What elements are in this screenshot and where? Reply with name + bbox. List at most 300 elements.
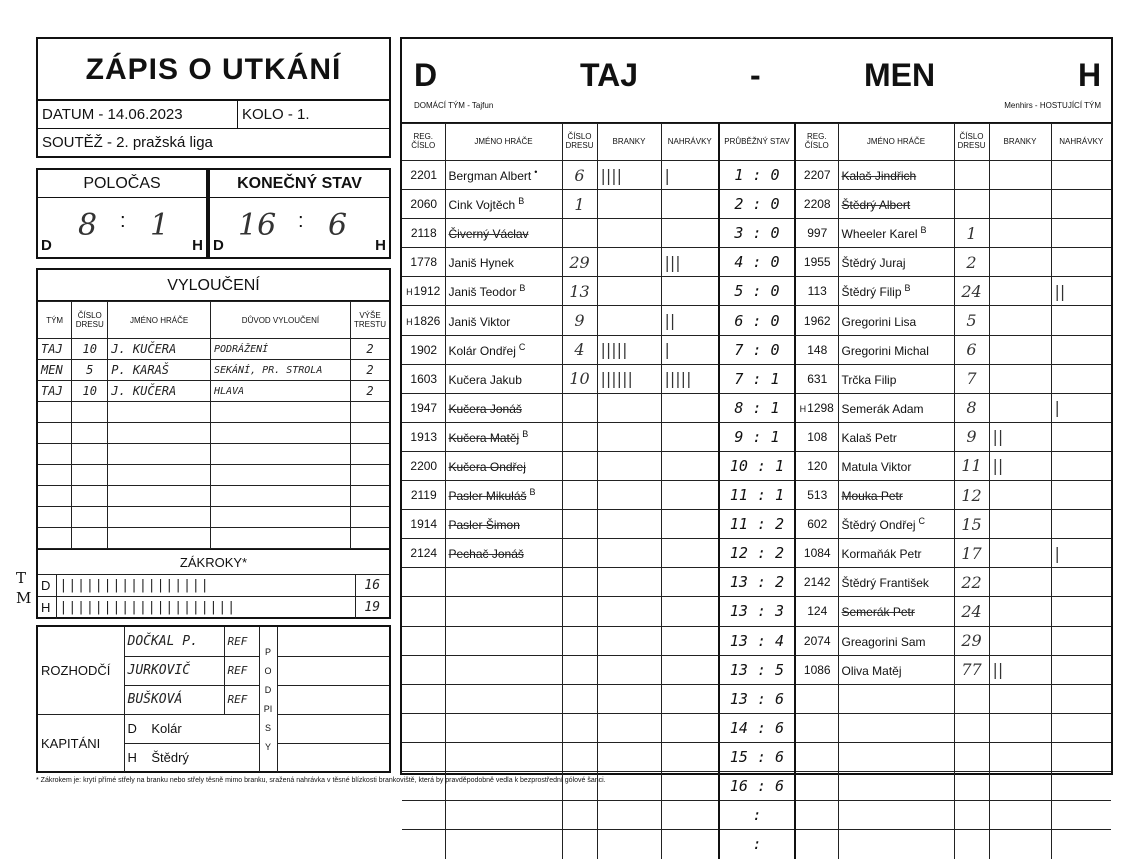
away-jersey: 15 bbox=[954, 510, 989, 539]
home-name-value: Janiš Hynek bbox=[448, 256, 514, 271]
away-reg bbox=[795, 161, 838, 190]
away-goals bbox=[989, 277, 1051, 306]
final-score bbox=[210, 198, 389, 258]
away-jersey: 17 bbox=[954, 539, 989, 568]
away-jersey: 9 bbox=[954, 422, 989, 451]
home-jersey: 10 bbox=[562, 364, 597, 393]
running-score: 4 : 0 bbox=[719, 248, 795, 277]
home-reg bbox=[402, 335, 445, 364]
away-reg bbox=[795, 539, 838, 568]
away-reg bbox=[795, 451, 838, 480]
home-jersey bbox=[562, 422, 597, 451]
away-name-value: Kalaš Petr bbox=[841, 430, 897, 445]
home-reg-value: 2200 bbox=[410, 458, 438, 473]
players-table bbox=[402, 123, 1111, 859]
referee-team-1: REF bbox=[224, 627, 259, 656]
home-jersey: 4 bbox=[562, 335, 597, 364]
running-score: 3 : 0 bbox=[719, 219, 795, 248]
home-assists bbox=[661, 510, 719, 539]
away-role-mark: B bbox=[904, 283, 911, 294]
away-reg bbox=[795, 306, 838, 335]
running-score: 5 : 0 bbox=[719, 277, 795, 306]
player-row bbox=[402, 364, 1111, 393]
officials-table bbox=[38, 627, 389, 772]
match-sheet bbox=[400, 37, 1113, 854]
running-score: 6 : 0 bbox=[719, 306, 795, 335]
away-name-value: Trčka Filip bbox=[841, 372, 897, 387]
col-reason: DŮVOD VYLOUČENÍ bbox=[210, 302, 350, 339]
exclusion-reason: HLAVA bbox=[210, 381, 350, 402]
exclusion-jersey bbox=[72, 528, 108, 549]
home-col-goals: BRANKY bbox=[597, 124, 661, 161]
saves-side-labels bbox=[16, 568, 31, 608]
exclusion-row bbox=[38, 381, 389, 402]
away-reg-value: 631 bbox=[807, 371, 828, 386]
home-jersey: 6 bbox=[562, 161, 597, 190]
home-goals: |||| bbox=[597, 161, 661, 190]
home-role-mark: B bbox=[518, 196, 525, 207]
side-label-t: T bbox=[16, 569, 27, 587]
exclusion-reason bbox=[210, 402, 350, 423]
away-jersey: 24 bbox=[954, 277, 989, 306]
home-goals bbox=[597, 655, 661, 684]
away-assists bbox=[1051, 626, 1111, 655]
home-reg-value: 2201 bbox=[410, 168, 438, 183]
home-reg bbox=[402, 626, 445, 655]
away-mark: H bbox=[1078, 57, 1102, 93]
exclusion-row bbox=[38, 402, 389, 423]
home-col-jersey: ČÍSLO DRESU bbox=[562, 124, 597, 161]
exclusion-jersey bbox=[72, 465, 108, 486]
away-assists bbox=[1051, 568, 1111, 597]
home-assists bbox=[661, 742, 719, 771]
away-reg-value: 513 bbox=[807, 488, 828, 503]
home-col-reg: REG. ČÍSLO bbox=[402, 124, 445, 161]
halftime-label: POLOČAS bbox=[38, 170, 206, 198]
halftime-score bbox=[38, 198, 206, 258]
away-goals bbox=[989, 190, 1051, 219]
home-jersey bbox=[562, 597, 597, 626]
running-score: 14 : 6 bbox=[719, 713, 795, 742]
away-name bbox=[838, 801, 954, 830]
away-goals bbox=[989, 393, 1051, 422]
referee-name-2: JURKOVIČ bbox=[124, 656, 224, 685]
away-name bbox=[838, 190, 954, 219]
player-row bbox=[402, 539, 1111, 568]
signatures-label: PODPISY bbox=[259, 627, 277, 772]
saves-team: H bbox=[38, 597, 56, 619]
home-assists: | bbox=[661, 161, 719, 190]
home-reg bbox=[402, 161, 445, 190]
away-goals bbox=[989, 510, 1051, 539]
away-reg bbox=[795, 219, 838, 248]
home-team-label: DOMÁCÍ TÝM - Tajfun bbox=[414, 101, 494, 110]
home-reg bbox=[402, 684, 445, 713]
home-assists bbox=[661, 713, 719, 742]
home-jersey bbox=[562, 481, 597, 510]
exclusion-player bbox=[108, 444, 211, 465]
home-reg-value: 1912 bbox=[413, 284, 441, 299]
home-name-value: Janiš Teodor bbox=[448, 285, 517, 300]
away-assists bbox=[1051, 771, 1111, 800]
exclusion-reason bbox=[210, 423, 350, 444]
away-goals bbox=[989, 626, 1051, 655]
home-reg bbox=[402, 364, 445, 393]
home-name bbox=[445, 190, 562, 219]
date-label: DATUM - 14.06.2023 bbox=[38, 101, 238, 128]
away-assists bbox=[1051, 422, 1111, 451]
away-name bbox=[838, 277, 954, 306]
home-name-value: Pasler Mikuláš bbox=[448, 489, 527, 504]
away-reg-value: 997 bbox=[807, 226, 828, 241]
exclusion-player bbox=[108, 402, 211, 423]
final-label: KONEČNÝ STAV bbox=[210, 170, 389, 198]
away-name-value: Kormaňák Petr bbox=[841, 547, 922, 562]
running-score: : bbox=[719, 801, 795, 830]
exclusion-penalty bbox=[351, 528, 390, 549]
away-jersey bbox=[954, 713, 989, 742]
away-goals bbox=[989, 219, 1051, 248]
running-score: 13 : 2 bbox=[719, 568, 795, 597]
home-reg-value: 1913 bbox=[410, 429, 438, 444]
home-name bbox=[445, 393, 562, 422]
home-role-mark: B bbox=[522, 428, 529, 439]
player-row bbox=[402, 451, 1111, 480]
away-col-goals: BRANKY bbox=[989, 124, 1051, 161]
away-reg-value: 124 bbox=[807, 604, 828, 619]
away-goals bbox=[989, 830, 1051, 859]
final-colon: : bbox=[298, 210, 304, 232]
away-goals bbox=[989, 742, 1051, 771]
exclusion-player bbox=[108, 486, 211, 507]
home-reg bbox=[402, 539, 445, 568]
away-jersey: 29 bbox=[954, 626, 989, 655]
saves-table bbox=[38, 574, 389, 619]
halftime-home-mark: D bbox=[41, 237, 52, 254]
home-reg-value: 1603 bbox=[410, 371, 438, 386]
home-goals bbox=[597, 713, 661, 742]
away-name-value: Štědrý Albert bbox=[841, 198, 911, 213]
away-name bbox=[838, 626, 954, 655]
home-jersey: 13 bbox=[562, 277, 597, 306]
home-name bbox=[445, 713, 562, 742]
home-name bbox=[445, 510, 562, 539]
home-assists: ||||| bbox=[661, 364, 719, 393]
home-assists bbox=[661, 597, 719, 626]
saves-total: 16 bbox=[355, 575, 389, 597]
away-reg bbox=[795, 713, 838, 742]
home-name bbox=[445, 248, 562, 277]
away-reg-value: 1298 bbox=[807, 400, 834, 415]
home-goals bbox=[597, 451, 661, 480]
away-reg bbox=[795, 742, 838, 771]
exclusion-reason bbox=[210, 444, 350, 465]
exclusion-reason bbox=[210, 486, 350, 507]
player-row bbox=[402, 190, 1111, 219]
away-reg-value: 2207 bbox=[803, 168, 831, 183]
saves-total: 19 bbox=[355, 597, 389, 619]
away-jersey: 8 bbox=[954, 393, 989, 422]
away-assists bbox=[1051, 597, 1111, 626]
exclusion-team bbox=[38, 507, 72, 528]
exclusion-row bbox=[38, 444, 389, 465]
away-reg bbox=[795, 190, 838, 219]
away-name-value: Štědrý Juraj bbox=[841, 256, 906, 271]
away-name bbox=[838, 219, 954, 248]
captain-away bbox=[124, 743, 259, 772]
away-assists bbox=[1051, 801, 1111, 830]
home-name bbox=[445, 335, 562, 364]
exclusion-team bbox=[38, 402, 72, 423]
away-name bbox=[838, 161, 954, 190]
competition-row bbox=[38, 129, 389, 157]
home-goals: |||||| bbox=[597, 364, 661, 393]
player-row bbox=[402, 277, 1111, 306]
home-reg bbox=[402, 713, 445, 742]
running-score: 7 : 0 bbox=[719, 335, 795, 364]
home-team-code: TAJ bbox=[580, 57, 639, 93]
home-jersey bbox=[562, 684, 597, 713]
exclusion-team bbox=[38, 465, 72, 486]
away-jersey: 7 bbox=[954, 364, 989, 393]
exclusion-team: MEN bbox=[38, 360, 72, 381]
away-reg-value: 148 bbox=[807, 342, 828, 357]
home-jersey: 29 bbox=[562, 248, 597, 277]
away-assists bbox=[1051, 306, 1111, 335]
final-score-box bbox=[208, 168, 391, 259]
away-reg bbox=[795, 801, 838, 830]
home-name-value: Pechač Jonáš bbox=[448, 547, 524, 562]
home-role-mark: C bbox=[518, 341, 526, 352]
col-team: TÝM bbox=[38, 302, 72, 339]
away-assists bbox=[1051, 161, 1111, 190]
away-reg bbox=[795, 422, 838, 451]
away-reg bbox=[795, 655, 838, 684]
player-row bbox=[402, 626, 1111, 655]
player-row bbox=[402, 684, 1111, 713]
away-jersey: 5 bbox=[954, 306, 989, 335]
away-name-value: Wheeler Karel bbox=[841, 227, 918, 242]
home-name bbox=[445, 830, 562, 859]
away-goals bbox=[989, 481, 1051, 510]
home-reg bbox=[402, 655, 445, 684]
player-row bbox=[402, 422, 1111, 451]
away-name bbox=[838, 771, 954, 800]
away-role-mark: C bbox=[918, 516, 926, 527]
col-jersey: ČÍSLO DRESU bbox=[72, 302, 108, 339]
running-score: 13 : 6 bbox=[719, 684, 795, 713]
home-mark: D bbox=[414, 57, 438, 93]
away-assists bbox=[1051, 219, 1111, 248]
home-assists bbox=[661, 277, 719, 306]
exclusion-row bbox=[38, 360, 389, 381]
home-reg bbox=[402, 393, 445, 422]
home-goals bbox=[597, 568, 661, 597]
exclusion-row bbox=[38, 465, 389, 486]
home-jersey bbox=[562, 568, 597, 597]
home-name-value: Kučera Jonáš bbox=[448, 401, 522, 416]
home-jersey bbox=[562, 655, 597, 684]
away-assists bbox=[1051, 830, 1111, 859]
away-name bbox=[838, 684, 954, 713]
away-goals bbox=[989, 713, 1051, 742]
captains-label: KAPITÁNI bbox=[38, 714, 124, 772]
away-jersey: 2 bbox=[954, 248, 989, 277]
exclusion-player: J. KUČERA bbox=[108, 339, 211, 360]
away-name-value: Štědrý Ondřej bbox=[841, 518, 916, 533]
away-reg-value: 1962 bbox=[803, 313, 831, 328]
footnote: * Zákrokem je: krytí přímé střely na branku nebo střely těsně mimo branku, sražená nahrávka v těsné blízkosti brankoviště, která by pravděpodobně vedla k bezprostřední gólové šanci. bbox=[36, 777, 606, 784]
signature-4 bbox=[277, 714, 389, 743]
away-goals bbox=[989, 306, 1051, 335]
away-jersey bbox=[954, 742, 989, 771]
away-goals bbox=[989, 539, 1051, 568]
running-score: 13 : 4 bbox=[719, 626, 795, 655]
home-reg bbox=[402, 830, 445, 859]
page-title: ZÁPIS O UTKÁNÍ bbox=[38, 39, 389, 101]
home-goals bbox=[597, 277, 661, 306]
exclusion-player bbox=[108, 423, 211, 444]
halftime-box bbox=[36, 168, 208, 259]
away-goals bbox=[989, 801, 1051, 830]
exclusion-row bbox=[38, 507, 389, 528]
away-assists bbox=[1051, 364, 1111, 393]
away-reg bbox=[795, 597, 838, 626]
running-score: 16 : 6 bbox=[719, 771, 795, 800]
home-goals bbox=[597, 481, 661, 510]
date-round-row bbox=[38, 101, 389, 129]
home-assists: || bbox=[661, 306, 719, 335]
away-jersey bbox=[954, 771, 989, 800]
away-assists bbox=[1051, 481, 1111, 510]
away-name bbox=[838, 481, 954, 510]
home-goals bbox=[597, 830, 661, 859]
away-assists bbox=[1051, 248, 1111, 277]
exclusion-jersey: 5 bbox=[72, 360, 108, 381]
away-goals bbox=[989, 161, 1051, 190]
away-goals bbox=[989, 568, 1051, 597]
home-name bbox=[445, 422, 562, 451]
home-role-mark: B bbox=[529, 487, 536, 498]
home-reg-value: 2060 bbox=[410, 197, 438, 212]
final-away-score: 6 bbox=[328, 208, 348, 243]
home-name bbox=[445, 277, 562, 306]
exclusion-team bbox=[38, 486, 72, 507]
running-score: 15 : 6 bbox=[719, 742, 795, 771]
home-reg bbox=[402, 568, 445, 597]
away-name-value: Kalaš Jindřich bbox=[841, 169, 917, 184]
away-goalie-prefix: H bbox=[799, 403, 807, 414]
col-player: JMÉNO HRÁČE bbox=[108, 302, 211, 339]
referee-name-3: BUŠKOVÁ bbox=[124, 685, 224, 714]
home-jersey bbox=[562, 539, 597, 568]
exclusion-row bbox=[38, 486, 389, 507]
exclusions-table bbox=[38, 301, 389, 549]
away-assists: | bbox=[1051, 539, 1111, 568]
player-row bbox=[402, 161, 1111, 190]
home-reg bbox=[402, 306, 445, 335]
exclusion-penalty bbox=[351, 444, 390, 465]
home-name bbox=[445, 568, 562, 597]
away-reg bbox=[795, 481, 838, 510]
home-name-value: Kučera Jakub bbox=[448, 372, 522, 387]
away-jersey: 6 bbox=[954, 335, 989, 364]
away-goals: || bbox=[989, 422, 1051, 451]
home-goals bbox=[597, 248, 661, 277]
side-label-m: M bbox=[16, 589, 32, 607]
away-reg-value: 2208 bbox=[803, 197, 831, 212]
home-reg bbox=[402, 597, 445, 626]
running-score: 13 : 3 bbox=[719, 597, 795, 626]
away-name bbox=[838, 568, 954, 597]
home-name bbox=[445, 539, 562, 568]
away-reg-value: 1084 bbox=[803, 546, 831, 561]
home-goals bbox=[597, 422, 661, 451]
home-reg bbox=[402, 248, 445, 277]
home-reg bbox=[402, 190, 445, 219]
away-reg bbox=[795, 335, 838, 364]
away-name bbox=[838, 597, 954, 626]
home-assists: | bbox=[661, 335, 719, 364]
exclusion-penalty bbox=[351, 423, 390, 444]
away-jersey bbox=[954, 684, 989, 713]
away-jersey bbox=[954, 190, 989, 219]
home-assists bbox=[661, 655, 719, 684]
home-assists bbox=[661, 684, 719, 713]
away-jersey: 24 bbox=[954, 597, 989, 626]
exclusion-jersey bbox=[72, 444, 108, 465]
away-assists bbox=[1051, 713, 1111, 742]
home-reg bbox=[402, 277, 445, 306]
home-name bbox=[445, 684, 562, 713]
home-assists bbox=[661, 801, 719, 830]
home-jersey bbox=[562, 510, 597, 539]
captain-away-team: H bbox=[127, 750, 137, 766]
away-name-value: Štědrý František bbox=[841, 576, 929, 591]
saves-row bbox=[38, 575, 389, 597]
away-name bbox=[838, 248, 954, 277]
away-goals bbox=[989, 771, 1051, 800]
away-jersey: 22 bbox=[954, 568, 989, 597]
exclusion-player bbox=[108, 528, 211, 549]
player-row bbox=[402, 481, 1111, 510]
away-name-value: Gregorini Michal bbox=[841, 343, 929, 358]
signature-3 bbox=[277, 685, 389, 714]
away-name-value: Mouka Petr bbox=[841, 489, 903, 504]
col-penalty: VÝŠE TRESTU bbox=[351, 302, 390, 339]
running-score: 13 : 5 bbox=[719, 655, 795, 684]
player-row bbox=[402, 801, 1111, 830]
away-name bbox=[838, 306, 954, 335]
home-col-assists: NAHRÁVKY bbox=[661, 124, 719, 161]
home-reg bbox=[402, 801, 445, 830]
away-reg bbox=[795, 364, 838, 393]
away-reg bbox=[795, 568, 838, 597]
away-name bbox=[838, 655, 954, 684]
away-col-name: JMÉNO HRÁČE bbox=[838, 124, 954, 161]
saves-team: D bbox=[38, 575, 56, 597]
final-away-mark: H bbox=[375, 237, 386, 254]
home-reg bbox=[402, 451, 445, 480]
home-goalie-prefix: H bbox=[406, 316, 413, 327]
player-row bbox=[402, 248, 1111, 277]
home-reg-value: 1947 bbox=[410, 400, 438, 415]
away-goals: || bbox=[989, 451, 1051, 480]
captain-home-team: D bbox=[127, 721, 137, 736]
home-jersey bbox=[562, 626, 597, 655]
exclusion-team: TAJ bbox=[38, 339, 72, 360]
running-score: 2 : 0 bbox=[719, 190, 795, 219]
